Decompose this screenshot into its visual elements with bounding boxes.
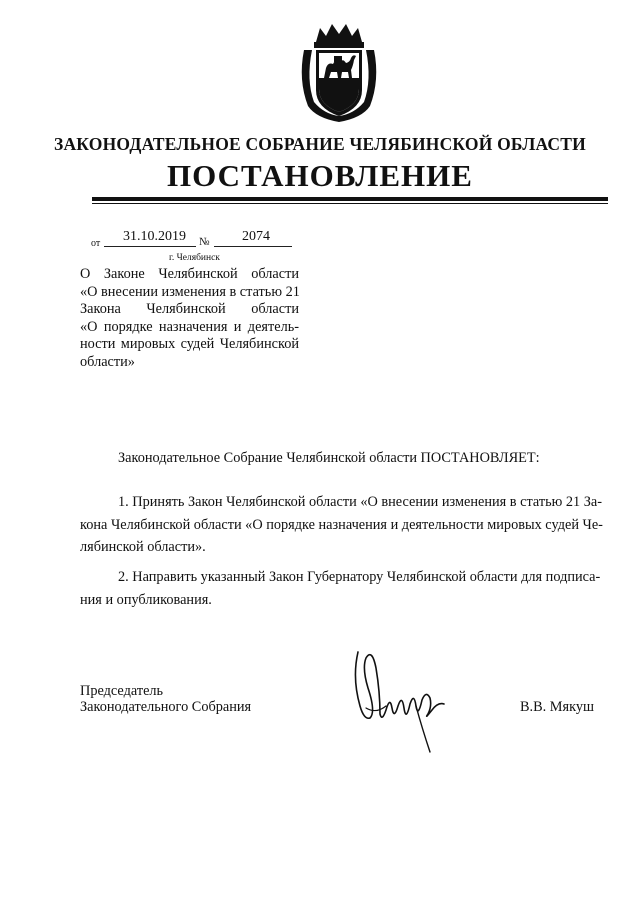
subject-line: области» [80, 353, 135, 370]
paragraph-line: ния и опубликования. [80, 591, 212, 608]
date-prefix: от [91, 238, 101, 249]
signatory-role-line1: Председатель [80, 683, 164, 699]
subject-line: Закона Челябинской области [80, 301, 299, 317]
city-label: г. Челябинск [169, 253, 220, 263]
date-underline [104, 246, 196, 247]
preamble: Законодательное Собрание Челябинской области ПОСТАНОВЛЯЕТ: [118, 450, 540, 466]
paragraph-line: лябинской области». [80, 539, 206, 555]
paragraph-line: кона Челябинской области «О порядке назначения и деятельности мировых судей Че- [80, 516, 603, 533]
document-number: 2074 [242, 229, 270, 244]
resolution-item-2 [80, 566, 601, 611]
paragraph-line: 1. Принять Закон Челябинской области «О внесении изменения в статью 21 За- [118, 494, 603, 510]
signatory-role-line2: Законодательного Собрания [80, 699, 252, 715]
document-subject [80, 266, 299, 371]
document-date: 31.10.2019 [123, 229, 186, 244]
subject-line: «О внесении изменения в статью 21 [80, 283, 300, 300]
subject-line: «О порядке назначения и деятель- [80, 318, 299, 335]
coat-of-arms-icon [296, 20, 382, 124]
subject-line: ности мировых судей Челябинской [80, 336, 299, 352]
number-underline [214, 246, 292, 247]
number-prefix: № [199, 236, 210, 248]
header-rule-thick [92, 197, 608, 201]
document-type-heading: ПОСТАНОВЛЕНИЕ [167, 158, 473, 193]
header-rule-thin [92, 203, 608, 204]
handwritten-signature-icon [346, 648, 456, 758]
signatory-name: В.В. Мякуш [520, 699, 594, 715]
paragraph-line: 2. Направить указанный Закон Губернатору Челябинской области для подписа- [118, 569, 601, 585]
resolution-item-1 [80, 491, 603, 559]
organization-title: ЗАКОНОДАТЕЛЬНОЕ СОБРАНИЕ ЧЕЛЯБИНСКОЙ ОБЛАСТИ [54, 134, 586, 154]
subject-line: О Законе Челябинской области [80, 266, 299, 282]
